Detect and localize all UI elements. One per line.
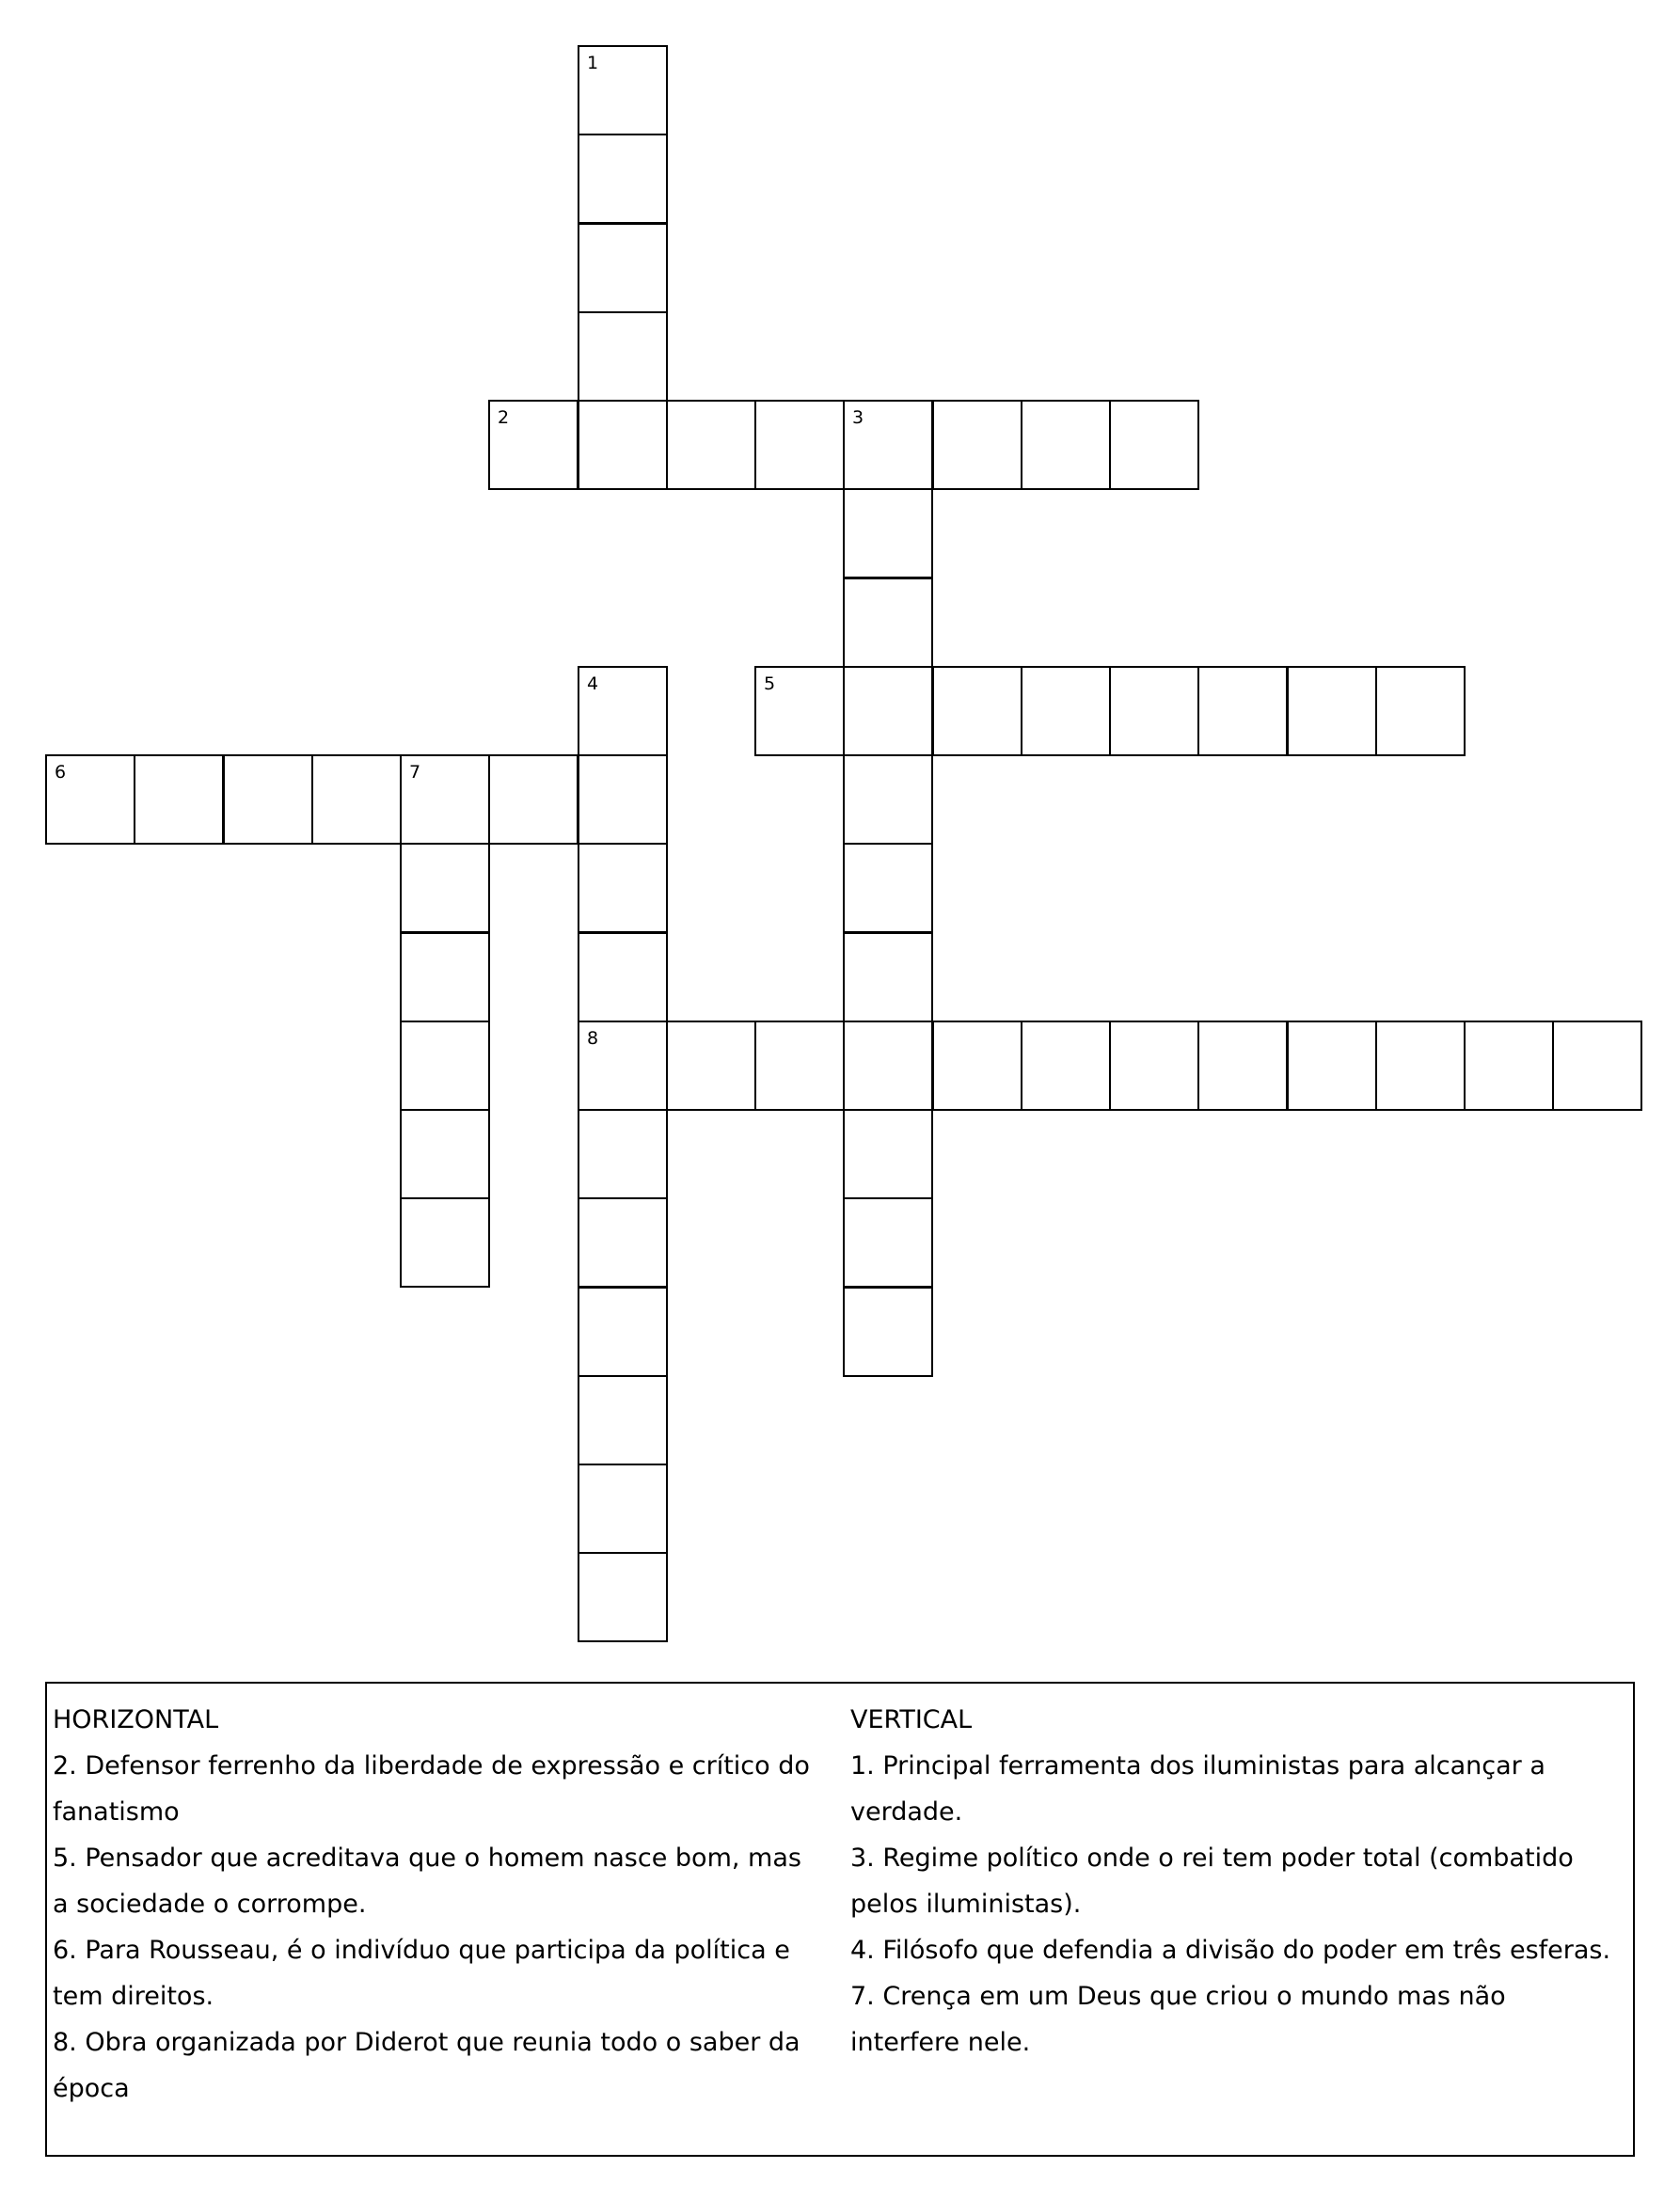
- clues-box: [45, 1682, 1635, 2157]
- crossword-cell[interactable]: [578, 45, 668, 135]
- crossword-cell[interactable]: [666, 400, 756, 490]
- crossword-cell[interactable]: [1197, 1021, 1288, 1111]
- crossword-cell[interactable]: [1109, 666, 1199, 756]
- crossword-cell[interactable]: [223, 754, 313, 845]
- clue-number: 4: [587, 673, 599, 694]
- crossword-cell[interactable]: [578, 223, 668, 313]
- crossword-cell[interactable]: [578, 843, 668, 933]
- crossword-cell[interactable]: [488, 400, 578, 490]
- crossword-cell[interactable]: [578, 134, 668, 224]
- crossword-cell[interactable]: [1021, 666, 1111, 756]
- crossword-cell[interactable]: [400, 932, 490, 1022]
- crossword-cell[interactable]: [843, 754, 933, 845]
- crossword-cell[interactable]: [311, 754, 402, 845]
- crossword-cell[interactable]: [1021, 400, 1111, 490]
- crossword-cell[interactable]: [754, 666, 845, 756]
- crossword-cell[interactable]: [578, 1197, 668, 1288]
- crossword-cell[interactable]: [400, 1109, 490, 1199]
- crossword-cell[interactable]: [843, 578, 933, 668]
- clue-number: 8: [587, 1028, 599, 1049]
- crossword-cell[interactable]: [666, 1021, 756, 1111]
- crossword-cell[interactable]: [578, 400, 668, 490]
- crossword-cell[interactable]: [754, 400, 845, 490]
- vertical-heading: VERTICAL: [850, 1705, 973, 1734]
- clue-number: 6: [55, 762, 67, 783]
- crossword-cell[interactable]: [1197, 666, 1288, 756]
- crossword-cell[interactable]: [488, 754, 578, 845]
- crossword-cell[interactable]: [578, 754, 668, 845]
- crossword-cell[interactable]: [400, 1021, 490, 1111]
- crossword-cell[interactable]: [578, 1464, 668, 1554]
- crossword-cell[interactable]: [843, 1109, 933, 1199]
- crossword-cell[interactable]: [932, 400, 1022, 490]
- clue-horizontal-8: 8. Obra organizada por Diderot que reunia todo o saber da época: [53, 2028, 800, 2103]
- crossword-cell[interactable]: [1109, 400, 1199, 490]
- crossword-cell[interactable]: [578, 932, 668, 1022]
- crossword-cell[interactable]: [843, 488, 933, 578]
- crossword-cell[interactable]: [1021, 1021, 1111, 1111]
- crossword-cell[interactable]: [843, 843, 933, 933]
- crossword-cell[interactable]: [578, 1375, 668, 1465]
- crossword-cell[interactable]: [1287, 666, 1377, 756]
- crossword-cell[interactable]: [578, 666, 668, 756]
- crossword-cell[interactable]: [1464, 1021, 1554, 1111]
- clue-vertical-7: 7. Crença em um Deus que criou o mundo mas não interfere nele.: [850, 1982, 1506, 2057]
- crossword-cell[interactable]: [843, 666, 933, 756]
- clues-vertical: [850, 1697, 1622, 2065]
- clue-horizontal-2: 2. Defensor ferrenho da liberdade de expressão e crítico do fanatismo: [53, 1751, 810, 1827]
- crossword-cell[interactable]: [578, 1287, 668, 1377]
- crossword-cell[interactable]: [932, 1021, 1022, 1111]
- crossword-cell[interactable]: [134, 754, 224, 845]
- clue-number: 2: [498, 407, 510, 428]
- clue-vertical-1: 1. Principal ferramenta dos iluministas para alcançar a verdade.: [850, 1751, 1545, 1827]
- crossword-cell[interactable]: [45, 754, 135, 845]
- crossword-cell[interactable]: [578, 1109, 668, 1199]
- clue-number: 1: [587, 53, 599, 73]
- crossword-cell[interactable]: [932, 666, 1022, 756]
- crossword-cell[interactable]: [843, 932, 933, 1022]
- crossword-cell[interactable]: [843, 1197, 933, 1288]
- crossword-cell[interactable]: [578, 311, 668, 402]
- clue-number: 3: [852, 407, 864, 428]
- horizontal-heading: HORIZONTAL: [53, 1705, 219, 1734]
- crossword-cell[interactable]: [400, 843, 490, 933]
- clue-vertical-4: 4. Filósofo que defendia a divisão do poder em três esferas.: [850, 1936, 1611, 1965]
- crossword-cell[interactable]: [578, 1021, 668, 1111]
- crossword-cell[interactable]: [843, 1287, 933, 1377]
- clue-number: 7: [409, 762, 421, 783]
- crossword-cell[interactable]: [843, 400, 933, 490]
- crossword-cell[interactable]: [754, 1021, 845, 1111]
- crossword-cell[interactable]: [1109, 1021, 1199, 1111]
- crossword-cell[interactable]: [843, 1021, 933, 1111]
- clue-horizontal-6: 6. Para Rousseau, é o indivíduo que participa da política e tem direitos.: [53, 1936, 790, 2011]
- clue-number: 5: [764, 673, 776, 694]
- crossword-cell[interactable]: [400, 754, 490, 845]
- crossword-cell[interactable]: [1552, 1021, 1642, 1111]
- clues-horizontal: [53, 1697, 824, 2112]
- clue-horizontal-5: 5. Pensador que acreditava que o homem nasce bom, mas a sociedade o corrompe.: [53, 1844, 801, 1919]
- clue-vertical-3: 3. Regime político onde o rei tem poder total (combatido pelos iluministas).: [850, 1844, 1574, 1919]
- crossword-cell[interactable]: [1375, 666, 1466, 756]
- crossword-cell[interactable]: [400, 1197, 490, 1288]
- crossword-cell[interactable]: [1375, 1021, 1466, 1111]
- crossword-cell[interactable]: [578, 1552, 668, 1642]
- crossword-cell[interactable]: [1287, 1021, 1377, 1111]
